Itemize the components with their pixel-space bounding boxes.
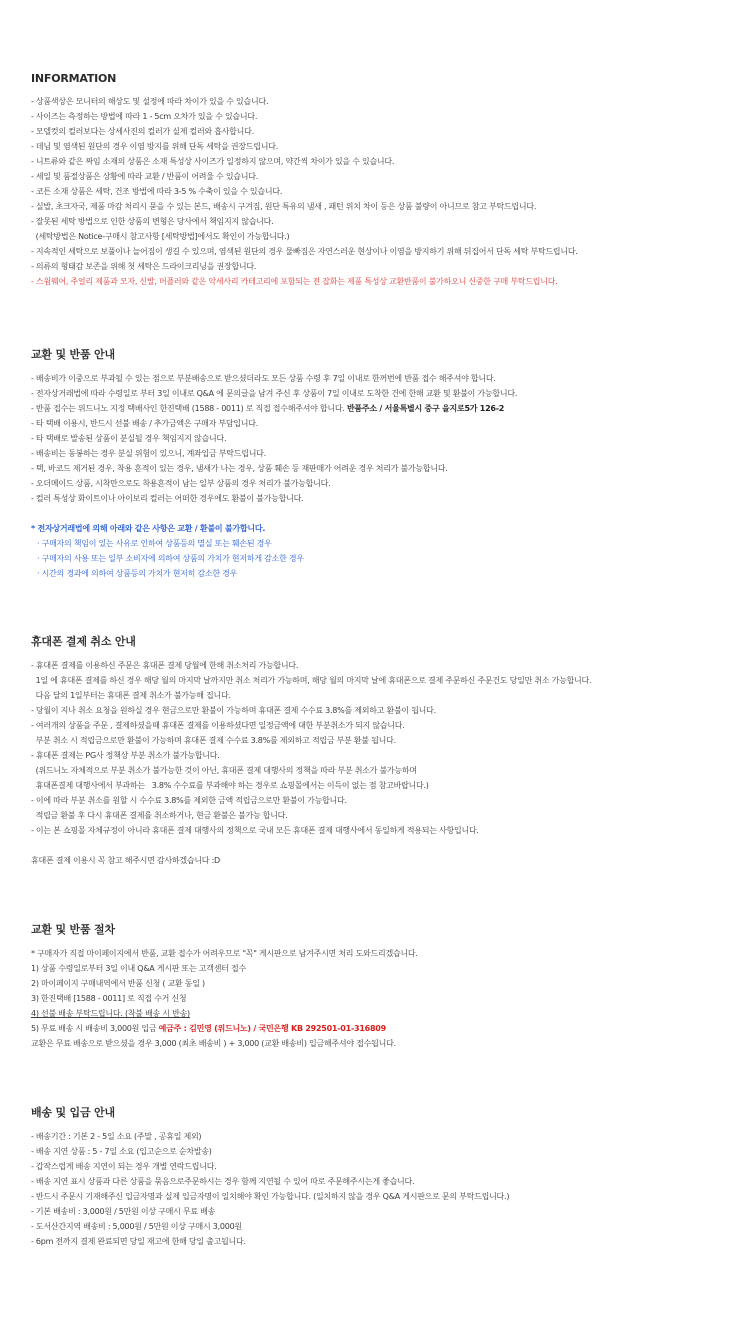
list-item: 휴대폰결제 대행사에서 부과하는 3.8% 수수료를 부과해야 하는 경우로 쇼핑몰에서는 이득이 없는 점 참고바랍니다.) (31, 781, 429, 790)
list-item: - 타 택배 이용시, 반드시 선불 배송 / 추가금액은 구매자 부담입니다. (31, 419, 259, 428)
list-item: 1) 상품 수령일로부터 3일 이내 Q&A 게시판 또는 고객센터 접수 (31, 964, 246, 973)
exchange-title: 교환 및 반품 안내 (31, 348, 115, 361)
list-item: - 배송기간 : 기본 2 - 5일 소요 (주말 , 공휴일 제외) (31, 1132, 202, 1141)
list-item: - 지속적인 세탁으로 보풀이나 늘어짐이 생길 수 있으며, 염색된 원단의 경우 물빠짐은 자연스러운 현상이나 이염을 방지하기 위해 뒤집어서 단독 세탁 부탁드립니다. (31, 247, 578, 256)
list-item: - 배송 지연 표시 상품과 다른 상품을 묶음으로주문하시는 경우 함께 지연될 수 있어 따로 주문해주시는게 좋습니다. (31, 1177, 415, 1186)
phone-payment-section (31, 633, 740, 868)
list-item: - 오더메이드 상품, 시착만으로도 착용흔적이 남는 일부 상품의 경우 처리가 불가능합니다. (31, 479, 331, 488)
list-item: - 당월이 지나 취소 요청을 원하실 경우 현금으로만 환불이 가능하며 휴대폰 결제 수수료 3.8%를 제외하고 환불이 됩니다. (31, 706, 436, 715)
information-warning-line: - 스윔웨어, 주얼리 제품과 모자, 신발, 머플러와 같은 악세사리 카테고리에 포함되는 전 잡화는 제품 특성상 교환반품이 불가하오니 신중한 구매 부탁드립니다. (31, 277, 558, 286)
information-title: INFORMATION (31, 72, 117, 85)
list-item: - 모델컷의 컬러보다는 상세사진의 컬러가 실제 컬러와 흡사합니다. (31, 127, 254, 136)
list-item: - 실밥, 초크자국, 제품 마감 처리시 묻을 수 있는 본드, 배송시 구겨짐, 원단 특유의 냄새 , 패턴 위치 차이 등은 상품 불량이 아니므로 참고 부탁드립니다. (31, 202, 537, 211)
deposit-text: 5) 무료 배송 시 배송비 3,000원 입금 (31, 1024, 159, 1033)
list-item: - 갑작스럽게 배송 지연이 되는 경우 개별 연락드립니다. (31, 1162, 217, 1171)
list-item: - 배송비가 이중으로 부과될 수 있는 점으로 부분배송으로 받으셨더라도 모든 상품 수령 후 7일 이내로 한꺼번에 반품 접수 해주셔야 합니다. (31, 374, 496, 383)
list-item: 다음 달의 1일부터는 휴대폰 결제 취소가 불가능해 집니다. (31, 691, 231, 700)
list-item: 4) 선불 배송 부탁드립니다. (착불 배송 시 반송) (31, 1009, 190, 1018)
list-item: - 기본 배송비 : 3,000원 / 5만원 이상 구매시 무료 배송 (31, 1207, 216, 1216)
list-item: (세탁방법은 Notice-구매시 참고사항 [세탁방법]에서도 확인이 가능합니다.) (31, 232, 290, 241)
list-item: - 배송 지연 상품 : 5 - 7일 소요 (입고순으로 순차발송) (31, 1147, 212, 1156)
information-list (31, 94, 740, 274)
list-item: - 데님 및 염색된 원단의 경우 이염 방지를 위해 단독 세탁을 권장드립니다. (31, 142, 279, 151)
list-item: - 휴대폰 결제는 PG사 정책상 부분 취소가 불가능합니다. (31, 751, 220, 760)
bank-account-info: 예금주 : 김민영 (위드니노) / 국민은행 KB 292501-01-316809 (158, 1024, 386, 1033)
procedure-list (31, 946, 740, 1006)
thanks-note: 휴대폰 결제 이용시 꼭 참고 해주시면 감사하겠습니다 :D (31, 856, 220, 865)
procedure-title: 교환 및 반품 절차 (31, 923, 115, 936)
list-item: - 상품색상은 모니터의 해상도 및 설정에 따라 차이가 있을 수 있습니다. (31, 97, 269, 106)
list-item: · 구매자의 책임이 있는 사유로 인하여 상품등의 멸실 또는 훼손된 경우 (37, 539, 272, 548)
list-item: - 전자상거래법에 따라 수령일로 부터 3일 이내로 Q&A 에 문의글을 남겨 주신 후 상품이 7일 이내로 도착한 건에 한해 교환 및 환불이 가능합니다. (31, 389, 518, 398)
exchange-list (31, 416, 740, 506)
list-item: 교환은 무료 배송으로 받으셨을 경우 3,000 (최초 배송비 ) + 3,000 (교환 배송비) 입금해주셔야 접수됩니다. (31, 1039, 396, 1048)
phone-payment-list (31, 658, 740, 838)
list-item: - 니트류와 같은 짜임 소재의 상품은 소재 특성상 사이즈가 일정하지 않으며, 약간씩 차이가 있을 수 있습니다. (31, 157, 395, 166)
list-item: - 코튼 소재 상품은 세탁, 건조 방법에 따라 3-5 % 수축이 있을 수 있습니다. (31, 187, 283, 196)
list-item: - 6pm 전까지 결제 완료되면 당일 재고에 한해 당일 출고됩니다. (31, 1237, 246, 1246)
shipping-section (31, 1104, 740, 1249)
list-item: - 잘못된 세탁 방법으로 인한 상품의 변형은 당사에서 책임지지 않습니다. (31, 217, 274, 226)
list-item: - 반드시 주문시 기재해주신 입금자명과 실제 입금자명이 일치해야 확인 가능합니다. (일치하지 않을 경우 Q&A 게시판으로 문의 부탁드립니다.) (31, 1192, 510, 1201)
procedure-section (31, 921, 740, 1051)
list-item: 3) 한진택배 [1588 - 0011] 로 직접 수거 신청 (31, 994, 187, 1003)
list-item: - 타 택배로 발송된 상품이 분실될 경우 책임지지 않습니다. (31, 434, 227, 443)
return-notice-text: - 반품 접수는 위드니노 지정 택배사인 한진택배 (1588 - 0011) 로 직접 접수해주셔야 합니다. (31, 404, 347, 413)
list-item: - 의류의 형태감 보존을 위해 첫 세탁은 드라이크리닝을 권장합니다. (31, 262, 257, 271)
shipping-title: 배송 및 입금 안내 (31, 1106, 115, 1119)
list-item: - 배송비는 동봉하는 경우 분실 위험이 있으니, 계좌입금 부탁드립니다. (31, 449, 266, 458)
list-item: 적립금 환불 후 다시 휴대폰 결제를 취소하거나, 현금 환불은 불가능 합니다. (31, 811, 288, 820)
return-address: 반품주소 / 서울특별시 중구 을지로5가 126-2 (346, 404, 505, 413)
information-section (31, 72, 740, 289)
list-item: - 사이즈는 측정하는 방법에 따라 1 - 5cm 오차가 있을 수 있습니다. (31, 112, 258, 121)
non-refundable-title: * 전자상거래법에 의해 아래와 같은 사항은 교환 / 환불이 불가합니다. (31, 524, 266, 533)
list-item: 2) 마이페이지 구매내역에서 반품 신청 ( 교환 동일 ) (31, 979, 205, 988)
list-item: · 시간의 경과에 의하여 상품등의 가치가 현저히 감소한 경우 (37, 569, 238, 578)
list-item: - 휴대폰 결제를 이용하신 주문은 휴대폰 결제 당월에 한해 취소처리 가능합니다. (31, 661, 299, 670)
exchange-section (31, 346, 740, 581)
list-item: - 택, 바코드 제거된 경우, 착용 흔적이 있는 경우, 냄새가 나는 경우, 상품 훼손 등 재판매가 어려운 경우 처리가 불가능합니다. (31, 464, 448, 473)
phone-payment-title: 휴대폰 결제 취소 안내 (31, 635, 136, 648)
non-refundable-list (31, 536, 740, 581)
list-item: - 컬러 특성상 화이트이나 아이보리 컬러는 어떠한 경우에도 환불이 불가능합니다. (31, 494, 304, 503)
list-item: 부분 취소 시 적립금으로만 환불이 가능하며 휴대폰 결제 수수료 3.8%를 제외하고 적립금 부분 환불 됩니다. (31, 736, 396, 745)
list-item: - 도서산간지역 배송비 : 5,000원 / 5만원 이상 구매시 3,000원 (31, 1222, 242, 1231)
list-item (31, 1021, 740, 1036)
list-item: (위드니노 자체적으로 부분 취소가 불가능한 것이 아닌, 휴대폰 결제 대행사의 정책을 따라 부분 취소가 불가능하며 (31, 766, 417, 775)
list-item: - 이에 따라 부분 취소를 원할 시 수수료 3.8%를 제외한 금액 적립금으로만 환불이 가능합니다. (31, 796, 347, 805)
list-item: - 세일 및 품절상품은 상황에 따라 교환 / 반품이 어려울 수 있습니다. (31, 172, 259, 181)
list-item (31, 401, 740, 416)
list-item: · 구매자의 사용 또는 일부 소비자에 의하여 상품의 가치가 현저하게 감소한 경우 (37, 554, 304, 563)
list-item: * 구매자가 직접 마이페이지에서 반품, 교환 접수가 어려우므로 "꼭" 게시판으로 남겨주시면 처리 도와드리겠습니다. (31, 949, 418, 958)
list-item: 1일 에 휴대폰 결제를 하신 경우 해당 월의 마지막 날까지만 취소 처리가 가능하며, 해당 월의 마지막 날에 휴대폰으로 결제 주문하신 주문건도 당일만 취소 가능합니다. (31, 676, 592, 685)
shipping-list (31, 1129, 740, 1249)
list-item: - 여러개의 상품을 주문 , 결제하셨을때 휴대폰 결제를 이용하셨다면 일정금액에 대한 부분취소가 되지 않습니다. (31, 721, 405, 730)
list-item: - 이는 본 쇼핑몰 자체규정이 아니라 휴대폰 결제 대행사의 정책으로 국내 모든 휴대폰 결제 대행사에서 동일하게 적용되는 사항입니다. (31, 826, 479, 835)
